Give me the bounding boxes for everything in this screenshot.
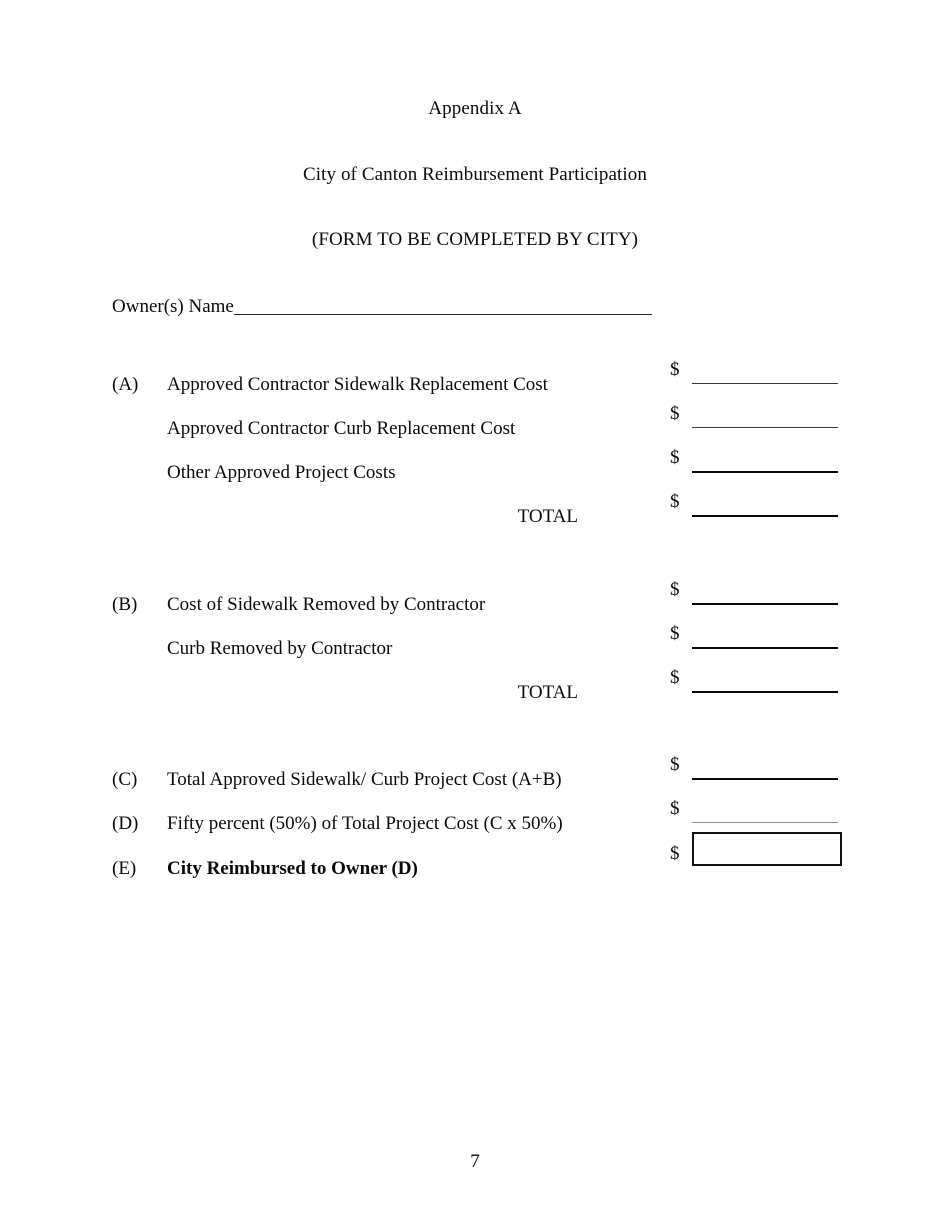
form-completion-note: (FORM TO BE COMPLETED BY CITY) xyxy=(311,229,639,250)
form-row xyxy=(112,403,838,439)
page-number: 7 xyxy=(470,1151,480,1172)
amount-cell xyxy=(670,844,838,874)
dollar-sign-icon: $ xyxy=(670,447,680,468)
row-total-label: TOTAL xyxy=(517,506,578,527)
row-label: Curb Removed by Contractor xyxy=(167,638,393,659)
amount-cell xyxy=(670,360,838,390)
dollar-sign-icon: $ xyxy=(670,359,680,380)
form-row xyxy=(112,623,838,659)
dollar-sign-icon: $ xyxy=(670,754,680,775)
amount-input[interactable] xyxy=(692,471,838,473)
form-row xyxy=(112,359,838,395)
amount-cell xyxy=(670,755,838,785)
row-label: City Reimbursed to Owner (D) xyxy=(167,858,418,879)
row-label: Other Approved Project Costs xyxy=(167,462,396,483)
amount-input[interactable] xyxy=(692,691,838,693)
amount-input[interactable] xyxy=(692,515,838,517)
dollar-sign-icon: $ xyxy=(670,798,680,819)
amount-input-box[interactable] xyxy=(692,832,842,866)
amount-input[interactable] xyxy=(692,647,838,649)
form-row xyxy=(112,667,838,703)
amount-cell xyxy=(670,799,838,829)
row-marker: (B) xyxy=(112,594,138,615)
row-total-label: TOTAL xyxy=(517,682,578,703)
row-label: Cost of Sidewalk Removed by Contractor xyxy=(167,594,486,615)
owner-name-field-row xyxy=(112,297,652,316)
row-marker: (D) xyxy=(112,813,139,834)
owner-name-input[interactable] xyxy=(234,314,652,315)
form-row xyxy=(112,579,838,615)
row-label: Approved Contractor Curb Replacement Cost xyxy=(167,418,516,439)
owner-name-label: Owner(s) Name xyxy=(112,296,234,317)
row-label: Fifty percent (50%) of Total Project Cost (C x 50%) xyxy=(167,813,563,834)
row-label: Total Approved Sidewalk/ Curb Project Cost (A+B) xyxy=(167,769,562,790)
amount-cell xyxy=(670,624,838,654)
amount-cell xyxy=(670,404,838,434)
form-row xyxy=(112,798,838,834)
appendix-title: Appendix A xyxy=(428,98,522,119)
dollar-sign-icon: $ xyxy=(670,579,680,600)
dollar-sign-icon: $ xyxy=(670,491,680,512)
dollar-sign-icon: $ xyxy=(670,623,680,644)
row-marker: (A) xyxy=(112,374,139,395)
row-marker: (C) xyxy=(112,769,138,790)
row-marker: (E) xyxy=(112,858,137,879)
amount-input[interactable] xyxy=(692,822,838,823)
dollar-sign-icon: $ xyxy=(670,667,680,688)
amount-input[interactable] xyxy=(692,778,838,780)
amount-cell xyxy=(670,492,838,522)
amount-input[interactable] xyxy=(692,603,838,605)
dollar-sign-icon: $ xyxy=(670,843,680,864)
form-row xyxy=(112,843,838,879)
amount-input[interactable] xyxy=(692,383,838,384)
amount-cell xyxy=(670,668,838,698)
row-label: Approved Contractor Sidewalk Replacement Cost xyxy=(167,374,548,395)
program-title: City of Canton Reimbursement Participation xyxy=(302,164,648,185)
amount-cell xyxy=(670,580,838,610)
form-row xyxy=(112,447,838,483)
form-row xyxy=(112,491,838,527)
amount-input[interactable] xyxy=(692,427,838,428)
dollar-sign-icon: $ xyxy=(670,403,680,424)
form-row xyxy=(112,754,838,790)
amount-cell xyxy=(670,448,838,478)
